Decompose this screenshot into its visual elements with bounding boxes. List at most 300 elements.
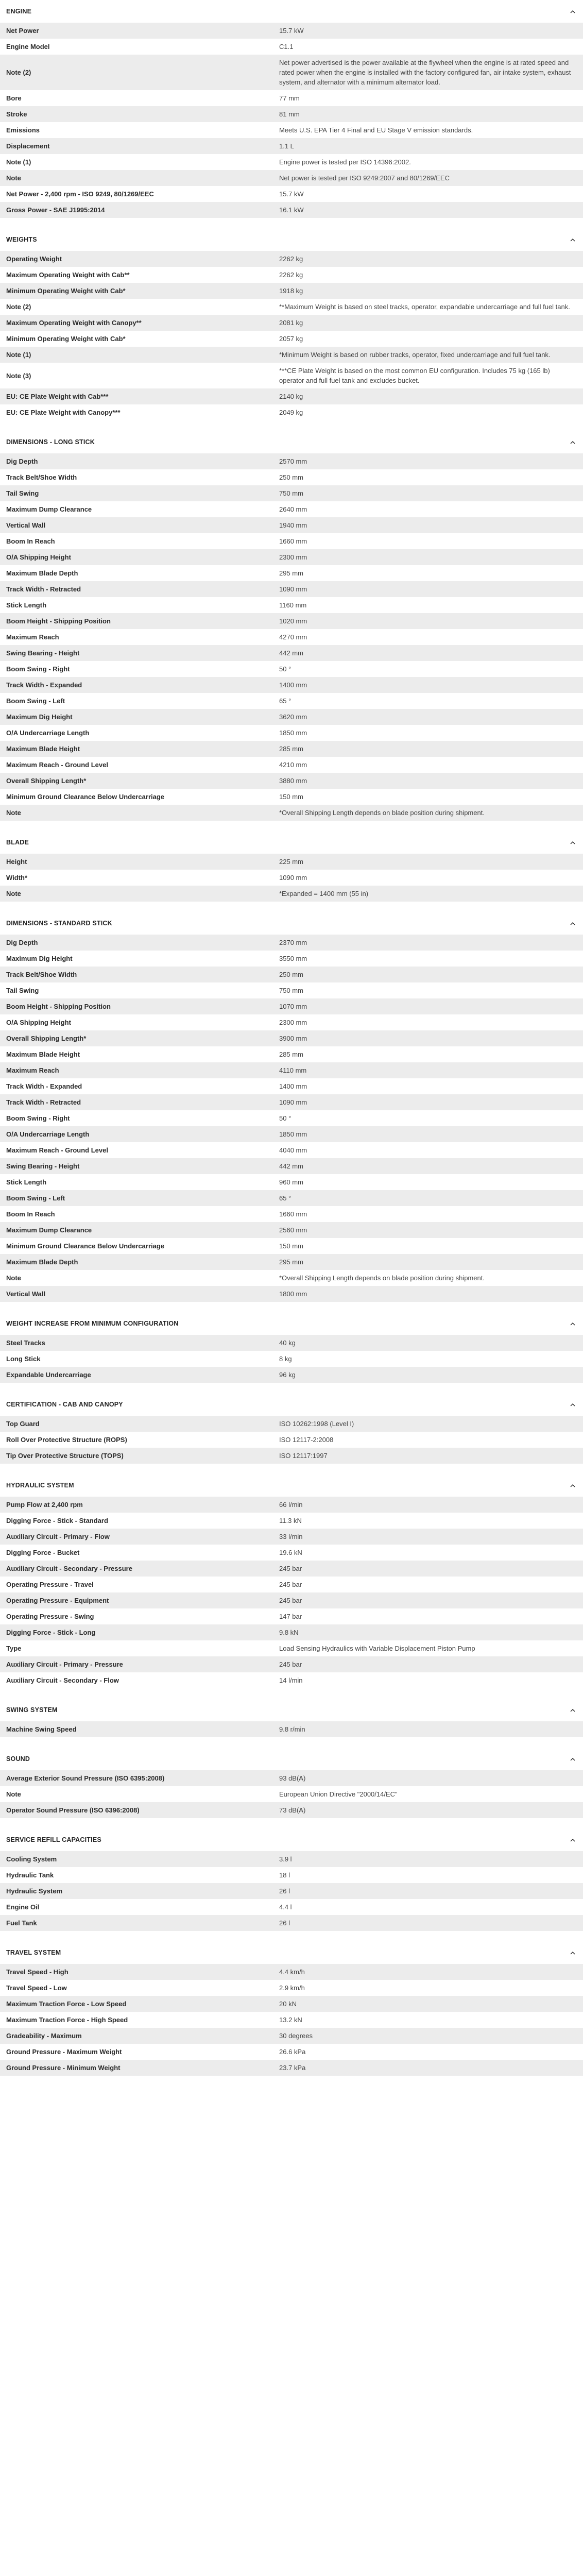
spec-label: Maximum Dig Height xyxy=(6,955,73,962)
chevron-up-icon[interactable] xyxy=(569,1836,577,1844)
spec-label: Track Width - Retracted xyxy=(6,585,81,593)
spec-value: 4.4 l xyxy=(279,1903,292,1911)
spec-row xyxy=(0,1046,583,1062)
spec-row xyxy=(0,1432,583,1448)
spec-value: 295 mm xyxy=(279,569,303,577)
spec-label: Gross Power - SAE J1995:2014 xyxy=(6,206,105,214)
spec-row xyxy=(0,1802,583,1818)
spec-value: 2049 kg xyxy=(279,409,303,416)
spec-row xyxy=(0,1529,583,1545)
spec-value: 960 mm xyxy=(279,1178,303,1186)
chevron-up-icon[interactable] xyxy=(569,1319,577,1328)
spec-row xyxy=(0,106,583,122)
spec-row xyxy=(0,1126,583,1142)
section-header[interactable] xyxy=(0,1748,583,1770)
section-spacer xyxy=(0,2076,583,2086)
spec-label: Minimum Ground Clearance Below Undercarriage xyxy=(6,1242,165,1250)
spec-value: 2370 mm xyxy=(279,939,307,946)
section-spacer xyxy=(0,821,583,831)
section-title: WEIGHT INCREASE FROM MINIMUM CONFIGURATION xyxy=(6,1320,179,1327)
spec-row xyxy=(0,1062,583,1078)
spec-label: Tail Swing xyxy=(6,489,39,497)
spec-value: 245 bar xyxy=(279,1660,302,1668)
spec-value: 295 mm xyxy=(279,1258,303,1266)
spec-value: 3.9 l xyxy=(279,1855,292,1863)
spec-label: Track Width - Expanded xyxy=(6,1082,82,1090)
spec-value: Net power advertised is the power available at the flywheel when the engine is at rated speed and rated power when the engine is installed with the factory configured fan, air intake system, exhaust system, and alternator with a minimum alternator load. xyxy=(279,59,571,86)
spec-value: 2140 kg xyxy=(279,393,303,400)
spec-row xyxy=(0,1158,583,1174)
spec-row xyxy=(0,299,583,315)
spec-row xyxy=(0,453,583,469)
spec-value: 2570 mm xyxy=(279,457,307,465)
spec-value: 4.4 km/h xyxy=(279,1968,305,1976)
spec-value: 93 dB(A) xyxy=(279,1774,306,1782)
spec-value: ***CE Plate Weight is based on the most common EU configuration. Includes 75 kg (165 lb) operator and full fuel tank and excludes bucket. xyxy=(279,367,550,384)
spec-value: 2057 kg xyxy=(279,335,303,343)
spec-row xyxy=(0,1545,583,1561)
section-title: DIMENSIONS - STANDARD STICK xyxy=(6,920,112,927)
spec-label: Maximum Dump Clearance xyxy=(6,1226,92,1234)
spec-label: Net Power xyxy=(6,27,39,35)
chevron-up-icon[interactable] xyxy=(569,1481,577,1489)
spec-label: Type xyxy=(6,1645,22,1652)
spec-value: 2300 mm xyxy=(279,553,307,561)
spec-value: 8 kg xyxy=(279,1355,292,1363)
spec-row xyxy=(0,1174,583,1190)
spec-label: Track Belt/Shoe Width xyxy=(6,971,77,978)
spec-row xyxy=(0,469,583,485)
spec-value: 20 kN xyxy=(279,2000,297,2008)
spec-value: 2262 kg xyxy=(279,271,303,279)
spec-label: Emissions xyxy=(6,126,40,134)
spec-label: Maximum Operating Weight with Canopy** xyxy=(6,319,142,327)
spec-label: Boom Swing - Right xyxy=(6,665,70,673)
spec-row xyxy=(0,613,583,629)
spec-value: 1090 mm xyxy=(279,874,307,882)
spec-value: 245 bar xyxy=(279,1581,302,1588)
spec-row xyxy=(0,138,583,154)
spec-value: 4110 mm xyxy=(279,1066,307,1074)
spec-label: Note (2) xyxy=(6,69,31,76)
section-title: TRAVEL SYSTEM xyxy=(6,1949,61,1956)
spec-table xyxy=(0,935,583,1302)
spec-row xyxy=(0,1206,583,1222)
spec-value: 150 mm xyxy=(279,1242,303,1250)
spec-label: Note xyxy=(6,174,21,182)
section-header[interactable] xyxy=(0,431,583,453)
spec-label: Maximum Dig Height xyxy=(6,713,73,721)
spec-value: 3880 mm xyxy=(279,777,307,785)
spec-row xyxy=(0,1014,583,1030)
spec-value: 13.2 kN xyxy=(279,2016,302,2024)
spec-row xyxy=(0,645,583,661)
spec-label: Dig Depth xyxy=(6,457,38,465)
spec-row xyxy=(0,1497,583,1513)
spec-label: Maximum Traction Force - High Speed xyxy=(6,2016,128,2024)
section-header[interactable] xyxy=(0,1393,583,1416)
spec-label: Boom Swing - Left xyxy=(6,1194,65,1202)
spec-label: EU: CE Plate Weight with Canopy*** xyxy=(6,409,121,416)
spec-label: Swing Bearing - Height xyxy=(6,649,80,657)
spec-row xyxy=(0,170,583,186)
spec-value: 4270 mm xyxy=(279,633,307,641)
spec-value: 11.3 kN xyxy=(279,1517,302,1524)
spec-label: Vertical Wall xyxy=(6,1290,46,1298)
spec-value: 250 mm xyxy=(279,971,303,978)
section-title: WEIGHTS xyxy=(6,236,37,243)
spec-label: Swing Bearing - Height xyxy=(6,1162,80,1170)
spec-label: Operating Pressure - Travel xyxy=(6,1581,94,1588)
spec-label: Displacement xyxy=(6,142,50,150)
spec-label: Bore xyxy=(6,94,22,102)
spec-table xyxy=(0,1416,583,1464)
spec-value: Net power is tested per ISO 9249:2007 and 80/1269/EEC xyxy=(279,174,450,182)
spec-row xyxy=(0,2028,583,2044)
spec-label: Track Width - Retracted xyxy=(6,1098,81,1106)
spec-row xyxy=(0,805,583,821)
spec-label: Long Stick xyxy=(6,1355,41,1363)
spec-row xyxy=(0,267,583,283)
spec-row xyxy=(0,388,583,404)
spec-label: Travel Speed - High xyxy=(6,1968,68,1976)
spec-value: 1660 mm xyxy=(279,1210,307,1218)
spec-value: 40 kg xyxy=(279,1339,296,1347)
spec-row xyxy=(0,1980,583,1996)
spec-label: Cooling System xyxy=(6,1855,57,1863)
spec-label: Maximum Reach - Ground Level xyxy=(6,1146,108,1154)
spec-value: 285 mm xyxy=(279,745,303,753)
spec-row xyxy=(0,773,583,789)
spec-value: Engine power is tested per ISO 14396:2002. xyxy=(279,158,411,166)
spec-value: 23.7 kPa xyxy=(279,2064,306,2072)
spec-value: 750 mm xyxy=(279,987,303,994)
spec-label: Gradeability - Maximum xyxy=(6,2032,82,2040)
spec-label: Note (3) xyxy=(6,371,31,380)
spec-value: 1940 mm xyxy=(279,521,307,529)
section-header[interactable] xyxy=(0,0,583,23)
spec-label: Boom Height - Shipping Position xyxy=(6,617,111,625)
spec-label: O/A Shipping Height xyxy=(6,553,71,561)
spec-value: 50 ° xyxy=(279,665,292,673)
spec-label: Auxiliary Circuit - Secondary - Pressure xyxy=(6,1565,132,1572)
spec-row xyxy=(0,1335,583,1351)
spec-row xyxy=(0,1142,583,1158)
chevron-up-icon[interactable] xyxy=(569,7,577,15)
spec-value: *Overall Shipping Length depends on blade position during shipment. xyxy=(279,809,485,817)
spec-label: Operating Weight xyxy=(6,255,62,263)
spec-row xyxy=(0,597,583,613)
section-title: ENGINE xyxy=(6,8,32,15)
spec-table xyxy=(0,251,583,420)
spec-table xyxy=(0,1851,583,1931)
spec-value: *Overall Shipping Length depends on blade position during shipment. xyxy=(279,1274,485,1282)
spec-row xyxy=(0,629,583,645)
section-spacer xyxy=(0,1931,583,1941)
spec-row xyxy=(0,1416,583,1432)
spec-value: 19.6 kN xyxy=(279,1549,302,1556)
spec-row xyxy=(0,347,583,363)
spec-row xyxy=(0,741,583,757)
spec-section xyxy=(0,1941,583,2086)
chevron-up-icon[interactable] xyxy=(569,1400,577,1409)
chevron-up-icon[interactable] xyxy=(569,1948,577,1957)
spec-row xyxy=(0,1786,583,1802)
spec-label: O/A Shipping Height xyxy=(6,1019,71,1026)
spec-value: *Expanded = 1400 mm (55 in) xyxy=(279,890,369,897)
spec-label: Stroke xyxy=(6,110,27,118)
spec-row xyxy=(0,404,583,420)
spec-value: 30 degrees xyxy=(279,2032,313,2040)
spec-value: 2560 mm xyxy=(279,1226,307,1234)
spec-value: 2081 kg xyxy=(279,319,303,327)
spec-value: 81 mm xyxy=(279,110,300,118)
spec-row xyxy=(0,709,583,725)
spec-value: 1800 mm xyxy=(279,1290,307,1298)
spec-row xyxy=(0,122,583,138)
spec-row xyxy=(0,186,583,202)
spec-row xyxy=(0,982,583,998)
spec-label: Track Belt/Shoe Width xyxy=(6,473,77,481)
spec-value: 26.6 kPa xyxy=(279,2048,306,2056)
section-title: SERVICE REFILL CAPACITIES xyxy=(6,1836,101,1843)
spec-label: Note (1) xyxy=(6,158,31,166)
spec-value: ISO 12117:1997 xyxy=(279,1452,328,1460)
section-header[interactable] xyxy=(0,831,583,854)
spec-value: 96 kg xyxy=(279,1371,296,1379)
spec-row xyxy=(0,1238,583,1254)
spec-value: 1850 mm xyxy=(279,729,307,737)
spec-row xyxy=(0,251,583,267)
spec-row xyxy=(0,517,583,533)
section-spacer xyxy=(0,1383,583,1393)
spec-row xyxy=(0,55,583,90)
chevron-up-icon[interactable] xyxy=(569,838,577,846)
spec-label: Maximum Reach - Ground Level xyxy=(6,761,108,769)
section-spacer xyxy=(0,420,583,431)
spec-value: 1660 mm xyxy=(279,537,307,545)
spec-label: Hydraulic Tank xyxy=(6,1871,54,1879)
spec-label: Maximum Blade Height xyxy=(6,1050,80,1058)
spec-label: Maximum Blade Depth xyxy=(6,1258,78,1266)
spec-value: 150 mm xyxy=(279,793,303,801)
section-title: SOUND xyxy=(6,1755,30,1762)
spec-section xyxy=(0,431,583,831)
spec-value: 15.7 kW xyxy=(279,190,304,198)
spec-row xyxy=(0,1448,583,1464)
spec-label: Digging Force - Bucket xyxy=(6,1549,80,1556)
spec-label: Digging Force - Stick - Standard xyxy=(6,1517,108,1524)
spec-row xyxy=(0,1030,583,1046)
spec-value: 2300 mm xyxy=(279,1019,307,1026)
spec-label: Minimum Operating Weight with Cab* xyxy=(6,287,126,295)
section-header[interactable] xyxy=(0,912,583,935)
spec-label: Note xyxy=(6,809,21,817)
spec-row xyxy=(0,565,583,581)
spec-label: Engine Model xyxy=(6,43,50,50)
spec-label: Operator Sound Pressure (ISO 6396:2008) xyxy=(6,1806,140,1814)
spec-label: Top Guard xyxy=(6,1420,40,1428)
spec-value: 1400 mm xyxy=(279,681,307,689)
section-spacer xyxy=(0,1688,583,1699)
spec-value: 285 mm xyxy=(279,1050,303,1058)
spec-value: 442 mm xyxy=(279,649,303,657)
spec-label: Digging Force - Stick - Long xyxy=(6,1629,96,1636)
spec-value: 65 ° xyxy=(279,697,292,705)
spec-row xyxy=(0,1110,583,1126)
spec-label: Tail Swing xyxy=(6,987,39,994)
spec-label: Auxiliary Circuit - Secondary - Flow xyxy=(6,1676,119,1684)
spec-value: 245 bar xyxy=(279,1597,302,1604)
spec-row xyxy=(0,1608,583,1624)
spec-value: *Minimum Weight is based on rubber tracks, operator, fixed undercarriage and full fuel tank. xyxy=(279,351,551,359)
spec-value: 147 bar xyxy=(279,1613,302,1620)
chevron-up-icon[interactable] xyxy=(569,438,577,446)
spec-label: Auxiliary Circuit - Primary - Flow xyxy=(6,1533,110,1540)
spec-label: Expandable Undercarriage xyxy=(6,1371,91,1379)
spec-value: 1020 mm xyxy=(279,617,307,625)
spec-row xyxy=(0,1094,583,1110)
spec-value: C1.1 xyxy=(279,43,294,50)
spec-value: 1.1 L xyxy=(279,142,294,150)
spec-label: Ground Pressure - Minimum Weight xyxy=(6,2064,121,2072)
spec-value: 1070 mm xyxy=(279,1003,307,1010)
spec-row xyxy=(0,39,583,55)
spec-row xyxy=(0,1592,583,1608)
spec-value: **Maximum Weight is based on steel tracks, operator, expandable undercarriage and full fuel tank. xyxy=(279,303,570,311)
spec-row xyxy=(0,2060,583,2076)
chevron-up-icon[interactable] xyxy=(569,1706,577,1714)
spec-value: 3900 mm xyxy=(279,1035,307,1042)
spec-row xyxy=(0,1367,583,1383)
section-spacer xyxy=(0,902,583,912)
spec-row xyxy=(0,998,583,1014)
chevron-up-icon[interactable] xyxy=(569,235,577,244)
spec-row xyxy=(0,2012,583,2028)
spec-row xyxy=(0,725,583,741)
spec-value: 77 mm xyxy=(279,94,300,102)
section-spacer xyxy=(0,218,583,228)
section-header[interactable] xyxy=(0,1828,583,1851)
spec-label: Stick Length xyxy=(6,601,47,609)
spec-table xyxy=(0,1335,583,1383)
section-header[interactable] xyxy=(0,1474,583,1497)
spec-value: 2262 kg xyxy=(279,255,303,263)
spec-label: Width* xyxy=(6,874,28,882)
section-header[interactable] xyxy=(0,1941,583,1964)
spec-table xyxy=(0,23,583,218)
section-title: DIMENSIONS - LONG STICK xyxy=(6,438,95,446)
spec-label: Hydraulic System xyxy=(6,1887,63,1895)
spec-value: 26 l xyxy=(279,1919,290,1927)
spec-row xyxy=(0,1286,583,1302)
spec-table xyxy=(0,1497,583,1688)
spec-label: Vertical Wall xyxy=(6,521,46,529)
spec-section xyxy=(0,1699,583,1748)
spec-label: Machine Swing Speed xyxy=(6,1725,77,1733)
spec-label: Maximum Operating Weight with Cab** xyxy=(6,271,130,279)
section-spacer xyxy=(0,1737,583,1748)
section-header[interactable] xyxy=(0,228,583,251)
spec-label: Maximum Blade Height xyxy=(6,745,80,753)
spec-row xyxy=(0,1270,583,1286)
spec-value: 1400 mm xyxy=(279,1082,307,1090)
spec-row xyxy=(0,501,583,517)
section-title: CERTIFICATION - CAB AND CANOPY xyxy=(6,1401,123,1408)
spec-row xyxy=(0,661,583,677)
spec-value: 2640 mm xyxy=(279,505,307,513)
spec-label: Pump Flow at 2,400 rpm xyxy=(6,1501,83,1509)
spec-value: 3550 mm xyxy=(279,955,307,962)
spec-row xyxy=(0,202,583,218)
spec-label: Note xyxy=(6,1274,21,1282)
spec-row xyxy=(0,1883,583,1899)
spec-row xyxy=(0,1513,583,1529)
spec-label: Steel Tracks xyxy=(6,1339,45,1347)
spec-row xyxy=(0,1078,583,1094)
spec-value: 15.7 kW xyxy=(279,27,304,35)
section-header[interactable] xyxy=(0,1699,583,1721)
spec-section xyxy=(0,1393,583,1474)
spec-row xyxy=(0,693,583,709)
spec-label: Stick Length xyxy=(6,1178,47,1186)
spec-label: Maximum Dump Clearance xyxy=(6,505,92,513)
spec-row xyxy=(0,677,583,693)
spec-label: Tip Over Protective Structure (TOPS) xyxy=(6,1452,124,1460)
spec-label: Maximum Traction Force - Low Speed xyxy=(6,2000,127,2008)
spec-value: 16.1 kW xyxy=(279,206,304,214)
spec-table xyxy=(0,1721,583,1737)
spec-label: Note (1) xyxy=(6,351,31,359)
spec-label: Note (2) xyxy=(6,303,31,311)
spec-label: Engine Oil xyxy=(6,1903,40,1911)
spec-label: Boom In Reach xyxy=(6,537,55,545)
spec-row xyxy=(0,1899,583,1915)
spec-row xyxy=(0,1672,583,1688)
spec-row xyxy=(0,951,583,967)
spec-value: 18 l xyxy=(279,1871,290,1879)
spec-value: 33 l/min xyxy=(279,1533,303,1540)
spec-section xyxy=(0,831,583,912)
spec-label: Fuel Tank xyxy=(6,1919,37,1927)
spec-label: Ground Pressure - Maximum Weight xyxy=(6,2048,122,2056)
chevron-up-icon[interactable] xyxy=(569,1755,577,1763)
spec-label: EU: CE Plate Weight with Cab*** xyxy=(6,393,109,400)
spec-value: 1090 mm xyxy=(279,1098,307,1106)
spec-row xyxy=(0,886,583,902)
spec-label: Boom In Reach xyxy=(6,1210,55,1218)
spec-row xyxy=(0,870,583,886)
spec-row xyxy=(0,1851,583,1867)
spec-label: Overall Shipping Length* xyxy=(6,1035,87,1042)
chevron-up-icon[interactable] xyxy=(569,919,577,927)
spec-row xyxy=(0,1640,583,1656)
spec-row xyxy=(0,1190,583,1206)
section-header[interactable] xyxy=(0,1312,583,1335)
spec-value: 4210 mm xyxy=(279,761,307,769)
spec-row xyxy=(0,283,583,299)
section-title: HYDRAULIC SYSTEM xyxy=(6,1482,74,1489)
spec-section xyxy=(0,1828,583,1941)
section-title: SWING SYSTEM xyxy=(6,1706,58,1714)
spec-value: ISO 12117-2:2008 xyxy=(279,1436,334,1444)
spec-row xyxy=(0,315,583,331)
spec-row xyxy=(0,1964,583,1980)
spec-value: 26 l xyxy=(279,1887,290,1895)
spec-value: 4040 mm xyxy=(279,1146,307,1154)
spec-value: 9.8 r/min xyxy=(279,1725,305,1733)
spec-row xyxy=(0,1254,583,1270)
